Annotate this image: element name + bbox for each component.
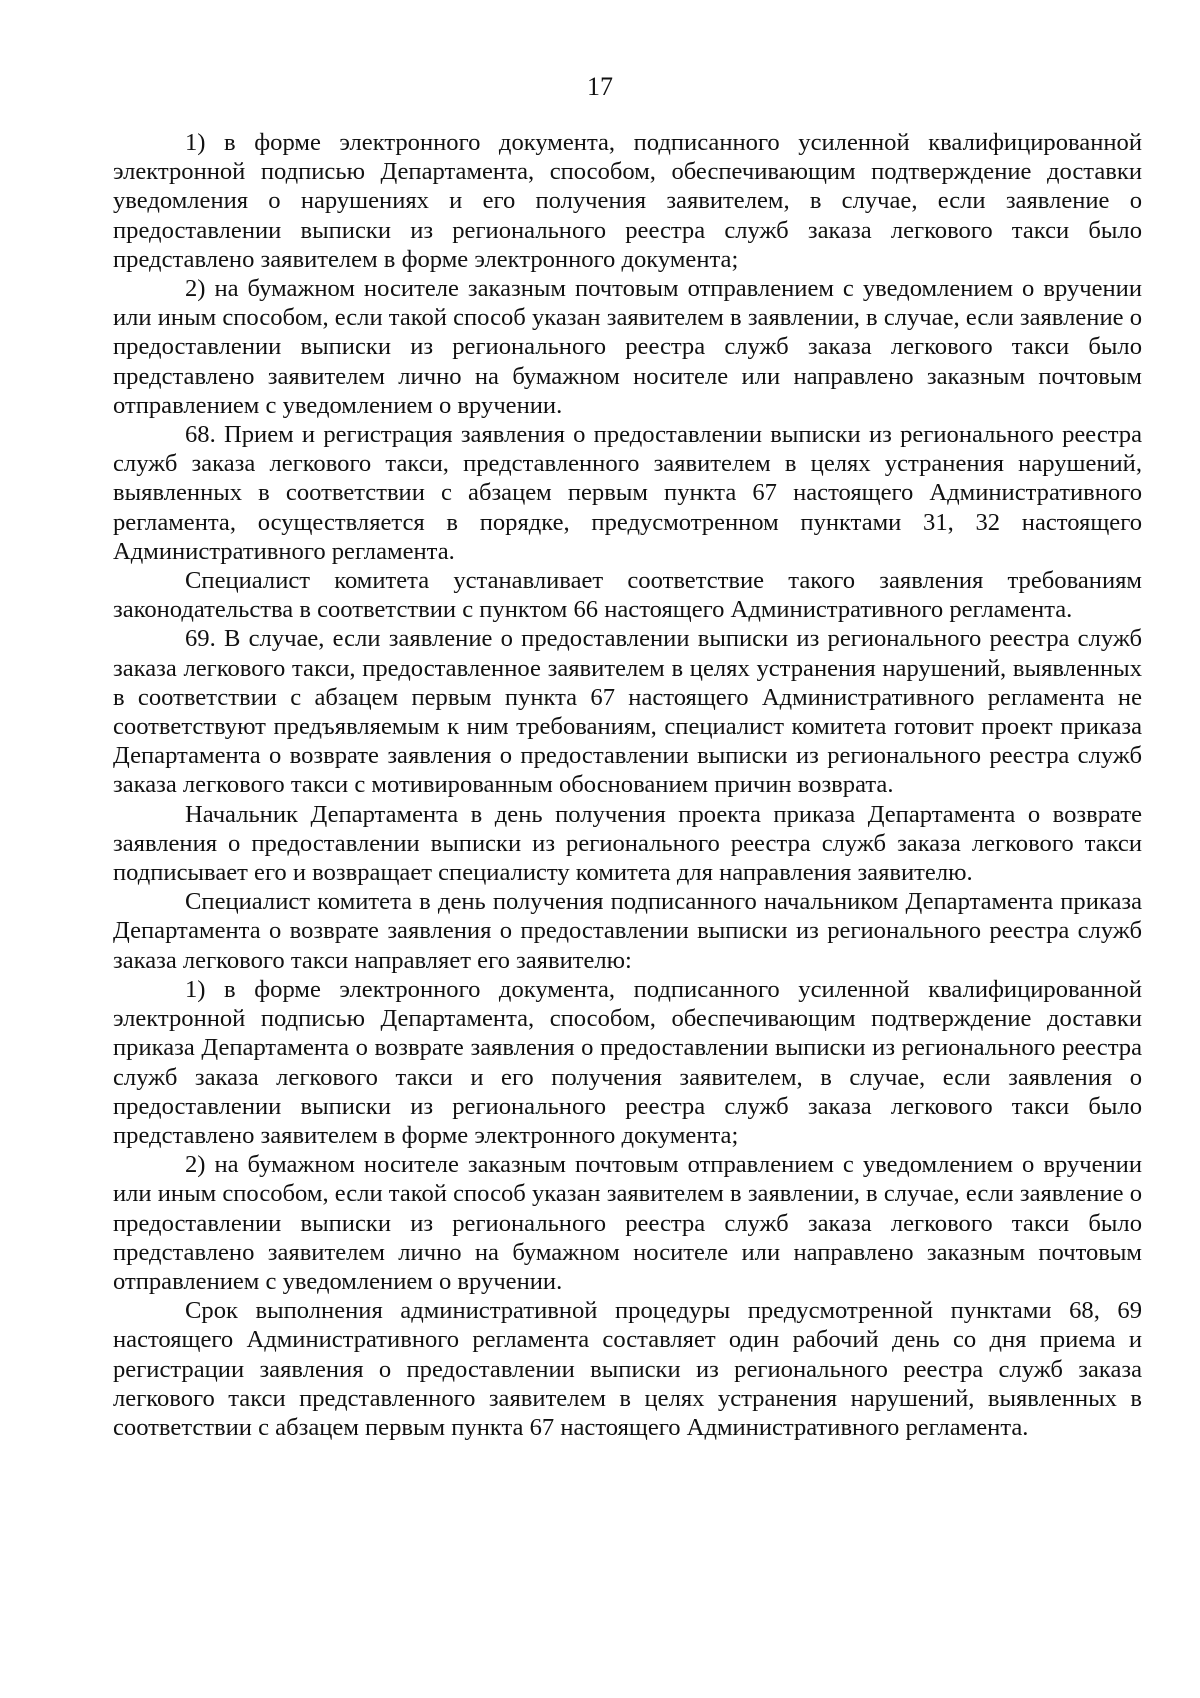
paragraph-item-69: 69. В случае, если заявление о предоставлении выписки из регионального реестра служб заказа легкового такси, предоставленное заявителем в целях устранения нарушений, выявленных в соответствии с абзацем первым пункта 67 настоящего Административного регламента не соответствуют предъявляемым к ним требованиям, специалист комитета готовит проект приказа Департамента о возврате заявления о предоставлении выписки из регионального реестра служб заказа легкового такси с мотивированным обоснованием причин возврата.: [113, 625, 1142, 799]
paragraph-electronic-order-delivery: 1) в форме электронного документа, подписанного усиленной квалифицированной электронной подписью Департамента, способом, обеспечивающим подтверждение доставки приказа Департамента о возврате заявления о предоставлении выписки из регионального реестра служб заказа легкового такси и его получения заявителем, в случае, если заявления о предоставлении выписки из регионального реестра служб заказа легкового такси было представлено заявителем в форме электронного документа;: [113, 975, 1142, 1149]
paragraph-procedure-deadline: Срок выполнения административной процедуры предусмотренной пунктами 68, 69 настоящего Административного регламента составляет один рабочий день со дня приема и регистрации заявления о предоставлении выписки из регионального реестра служб заказа легкового такси представленного заявителем в целях устранения нарушений, выявленных в соответствии с абзацем первым пункта 67 настоящего Административного регламента.: [113, 1297, 1142, 1441]
paragraph-paper-order-delivery: 2) на бумажном носителе заказным почтовым отправлением с уведомлением о вручении или иным способом, если такой способ указан заявителем в заявлении, в случае, если заявление о предоставлении выписки из регионального реестра служб заказа легкового такси было представлено заявителем лично на бумажном носителе или направлено заказным почтовым отправлением с уведомлением о вручении.: [113, 1151, 1142, 1295]
paragraph-paper-notification: 2) на бумажном носителе заказным почтовым отправлением с уведомлением о вручении или иным способом, если такой способ указан заявителем в заявлении, в случае, если заявление о предоставлении выписки из регионального реестра служб заказа легкового такси было представлено заявителем лично на бумажном носителе или направлено заказным почтовым отправлением с уведомлением о вручении.: [113, 275, 1142, 419]
paragraph-head-signs-order: Начальник Департамента в день получения проекта приказа Департамента о возврате заявления о предоставлении выписки из регионального реестра служб заказа легкового такси подписывает его и возвращает специалисту комитета для направления заявителю.: [113, 800, 1142, 887]
paragraph-compliance-check: Специалист комитета устанавливает соответствие такого заявления требованиям законодательства в соответствии с пунктом 66 настоящего Административного регламента.: [113, 567, 1142, 624]
paragraph-specialist-sends-order: Специалист комитета в день получения подписанного начальником Департамента приказа Департамента о возврате заявления о предоставлении выписки из регионального реестра служб заказа легкового такси направляет его заявителю:: [113, 888, 1142, 974]
page-number: 17: [587, 72, 613, 101]
paragraph-electronic-notification: 1) в форме электронного документа, подписанного усиленной квалифицированной электронной подписью Департамента, способом, обеспечивающим подтверждение доставки уведомления о нарушениях и его получения заявителем, в случае, если заявление о предоставлении выписки из регионального реестра служб заказа легкового такси было представлено заявителем в форме электронного документа;: [113, 129, 1142, 273]
paragraph-item-68: 68. Прием и регистрация заявления о предоставлении выписки из регионального реестра служб заказа легкового такси, представленного заявителем в целях устранения нарушений, выявленных в соответствии с абзацем первым пункта 67 настоящего Административного регламента, осуществляется в порядке, предусмотренном пунктами 31, 32 настоящего Административного регламента.: [113, 421, 1142, 565]
document-body: [113, 128, 1142, 1442]
